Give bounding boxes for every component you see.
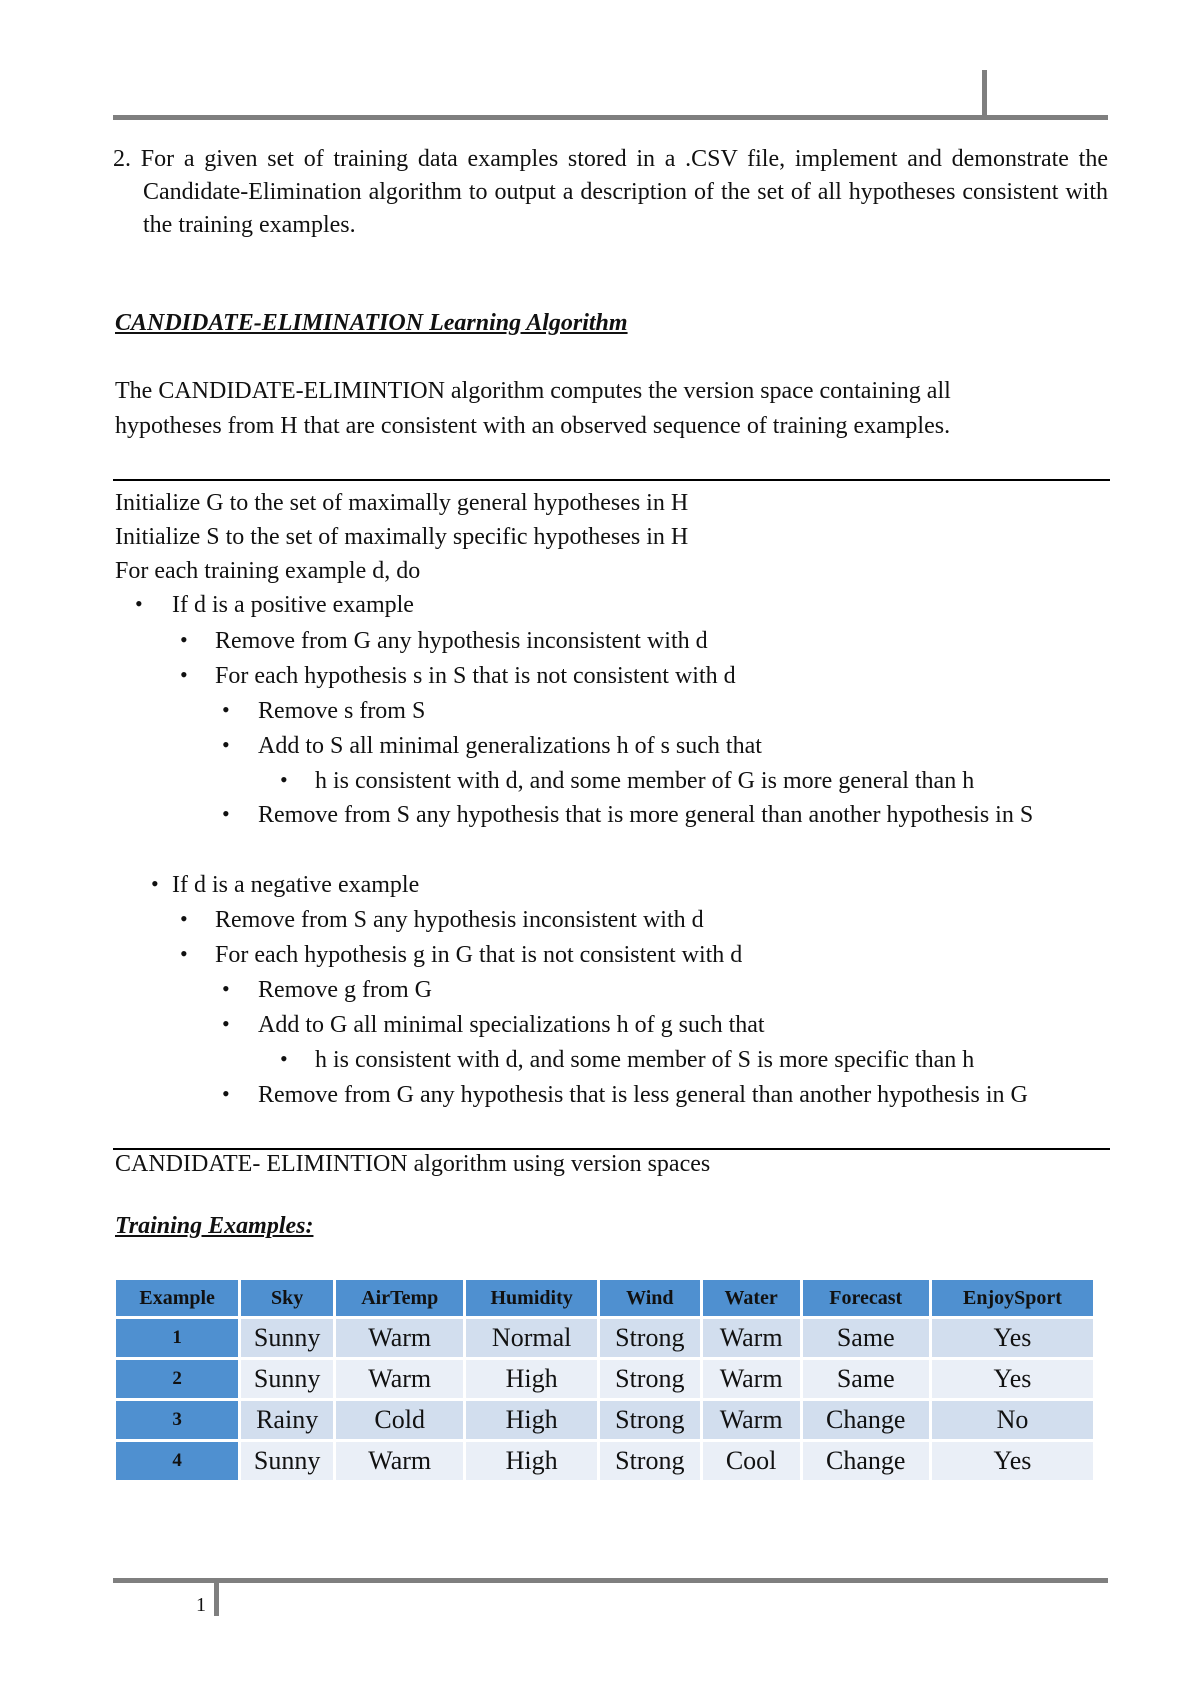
table-cell: 2 [116,1360,238,1398]
question-number: 2. [113,146,131,172]
table-cell: Sunny [241,1360,333,1398]
table-cell: Sunny [241,1319,333,1357]
bullet-icon: • [222,1081,230,1106]
table-cell: Strong [600,1360,700,1398]
table-cell: Rainy [241,1401,333,1439]
table-cell: High [466,1360,596,1398]
table-cell: Sunny [241,1442,333,1480]
table-cell: Same [803,1360,929,1398]
header-rule [113,115,1108,120]
table-row [116,1360,1093,1398]
table-header-cell: Humidity [466,1280,596,1316]
table-cell: No [932,1401,1093,1439]
bullet-icon: • [222,801,230,826]
table-cell: Warm [703,1360,800,1398]
intro-line-1: The CANDIDATE-ELIMINTION algorithm computes the version space containing all [115,378,951,404]
table-cell: Warm [336,1360,463,1398]
bullet-icon: • [180,906,188,931]
bullet-icon: • [280,1046,288,1071]
table-cell: Yes [932,1442,1093,1480]
table-row [116,1442,1093,1480]
table-row [116,1401,1093,1439]
table-header-cell: AirTemp [336,1280,463,1316]
negative-title: If d is a negative example [172,872,420,898]
negative-remove-s: Remove from S any hypothesis inconsistent with d [215,907,704,933]
question-text: For a given set of training data examples stored in a .CSV file, implement and demonstrate the Candidate-Elimination algorithm to output a description of the set of all hypotheses consistent with the training examples. [140,146,1108,238]
table-cell: Warm [703,1319,800,1357]
question-paragraph [113,143,1108,242]
table-cell: Warm [336,1319,463,1357]
negative-condition: h is consistent with d, and some member of S is more specific than h [315,1047,975,1073]
table-header-cell: EnjoySport [932,1280,1093,1316]
init-s-line: Initialize S to the set of maximally specific hypotheses in H [115,524,689,550]
table-cell: Strong [600,1442,700,1480]
positive-for-each-s: For each hypothesis s in S that is not consistent with d [215,663,736,689]
table-cell: Warm [336,1442,463,1480]
bullet-icon: • [135,591,143,616]
bullet-icon: • [280,767,288,792]
table-cell: Yes [932,1319,1093,1357]
bullet-icon: • [222,697,230,722]
table-cell: High [466,1401,596,1439]
table-header-cell: Forecast [803,1280,929,1316]
for-each-line: For each training example d, do [115,558,421,584]
bullet-icon: • [222,976,230,1001]
table-row [116,1319,1093,1357]
table-header-cell: Sky [241,1280,333,1316]
negative-prune: Remove from G any hypothesis that is less general than another hypothesis in G [258,1082,1028,1108]
section-heading: CANDIDATE-ELIMINATION Learning Algorithm [115,310,628,336]
table-cell: Change [803,1401,929,1439]
header-tab-mark [982,70,987,117]
table-header-row [116,1280,1093,1316]
positive-condition: h is consistent with d, and some member of G is more general than h [315,768,975,794]
algorithm-caption: CANDIDATE- ELIMINTION algorithm using version spaces [115,1151,711,1177]
positive-prune: Remove from S any hypothesis that is more general than another hypothesis in S [258,802,1034,828]
table-cell: Cold [336,1401,463,1439]
bullet-icon: • [180,662,188,687]
intro-line-2: hypotheses from H that are consistent with an observed sequence of training examples. [115,413,951,439]
training-heading: Training Examples: [115,1213,314,1239]
table-cell: High [466,1442,596,1480]
table-cell: Yes [932,1360,1093,1398]
table-header-cell: Wind [600,1280,700,1316]
table-cell: Strong [600,1319,700,1357]
negative-add-g: Add to G all minimal specializations h of g such that [258,1012,765,1038]
table-cell: Same [803,1319,929,1357]
positive-remove-s: Remove s from S [258,698,426,724]
training-examples-table [113,1277,1096,1483]
bullet-icon: • [180,941,188,966]
bullet-icon: • [222,1011,230,1036]
table-cell: 4 [116,1442,238,1480]
positive-add-s: Add to S all minimal generalizations h of s such that [258,733,762,759]
table-cell: Strong [600,1401,700,1439]
table-header-cell: Example [116,1280,238,1316]
bullet-icon: • [151,871,159,896]
positive-title: If d is a positive example [172,592,414,618]
table-cell: Cool [703,1442,800,1480]
algorithm-top-rule [113,479,1110,481]
table-cell: Normal [466,1319,596,1357]
footer-rule [113,1578,1108,1583]
table-cell: 3 [116,1401,238,1439]
table-cell: Warm [703,1401,800,1439]
bullet-icon: • [180,627,188,652]
footer-tab-mark [214,1580,219,1616]
table-cell: 1 [116,1319,238,1357]
bullet-icon: • [222,732,230,757]
page-number: 1 [196,1594,206,1616]
positive-remove-g: Remove from G any hypothesis inconsistent with d [215,628,708,654]
init-g-line: Initialize G to the set of maximally general hypotheses in H [115,490,689,516]
table-header-cell: Water [703,1280,800,1316]
negative-remove-g: Remove g from G [258,977,432,1003]
table-cell: Change [803,1442,929,1480]
negative-for-each-g: For each hypothesis g in G that is not consistent with d [215,942,743,968]
